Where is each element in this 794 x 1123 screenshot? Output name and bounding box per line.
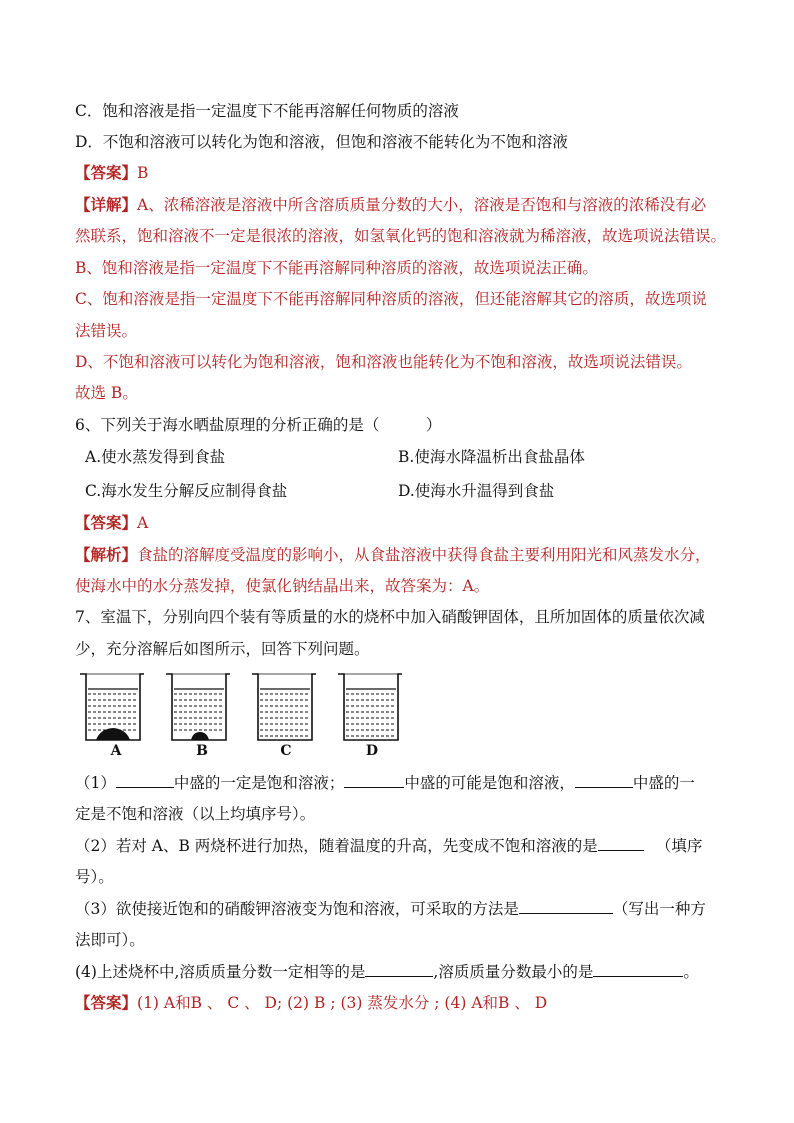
q6-option-c: C.海水发生分解反应制得食盐 [85, 482, 288, 500]
answer-blank[interactable] [598, 836, 644, 851]
q7-part-3-line-1 [75, 899, 735, 919]
answer-value: B [137, 164, 149, 182]
part-text: 中盛的一 [632, 774, 695, 792]
analysis-text: 食盐的溶解度受温度的影响小，从食盐溶液中获得食盐主要利用阳光和风蒸发水分， [137, 546, 711, 564]
q6-stem: 6、下列关于海水晒盐原理的分析正确的是（ ） [75, 416, 442, 434]
q7-part-2-line-2: 号）。 [75, 868, 114, 886]
beaker-a-figure [78, 672, 146, 742]
part-text: （写出一种方 [612, 900, 706, 918]
q5-option-d: D．不饱和溶液可以转化为饱和溶液，但饱和溶液不能转化为不饱和溶液 [75, 133, 568, 151]
part-text: （2）若对 A、B 两烧杯进行加热，随着温度的升高，先变成不饱和溶液的是 [75, 837, 598, 855]
q7-part-3-line-2: 法即可）。 [75, 931, 145, 949]
detail-text: A、浓稀溶液是溶液中所含溶质质量分数的大小，溶液是否饱和与溶液的浓稀没有必 [137, 196, 707, 214]
q5-detail-line-7: 故选 B。 [75, 384, 138, 402]
q5-detail-line-1 [75, 195, 735, 215]
q5-option-c: C．饱和溶液是指一定温度下不能再溶解任何物质的溶液 [75, 102, 459, 120]
answer-blank[interactable] [593, 962, 683, 977]
answer-tag: 【答案】 [75, 513, 138, 532]
answer-tag: 【答案】 [75, 163, 138, 182]
q7-part-1-line-2: 定是不饱和溶液（以上均填序号）。 [75, 805, 316, 823]
q5-detail-line-2: 然联系，饱和溶液不一定是很浓的溶液，如氢氧化钙的饱和溶液就为稀溶液，故选项说法错误。 [75, 227, 727, 245]
q7-part-1-line-1 [75, 773, 735, 793]
beaker-label-d: D [365, 743, 379, 759]
q5-answer [75, 163, 735, 183]
analysis-tag: 【解析】 [75, 545, 138, 564]
answer-value: A [137, 514, 149, 532]
q6-option-b: B.使海水降温析出食盐晶体 [398, 448, 585, 466]
answer-blank[interactable] [575, 773, 633, 788]
part-text: (4)上述烧杯中,溶质质量分数一定相等的是 [75, 963, 366, 981]
part-text: 中盛的一定是饱和溶液； [173, 774, 345, 792]
q6-answer [75, 513, 735, 533]
part-text: （3）欲使接近饱和的硝酸钾溶液变为饱和溶液，可采取的方法是 [75, 900, 519, 918]
answer-blank[interactable] [519, 899, 613, 914]
q6-analysis-line-2: 使海水中的水分蒸发掉，使氯化钠结晶出来，故答案为：A。 [75, 577, 490, 595]
part-text: 。 [683, 963, 699, 981]
q5-detail-line-6: D、不饱和溶液可以转化为饱和溶液，饱和溶液也能转化为不饱和溶液，故选项说法错误。 [75, 353, 692, 371]
q7-answer [75, 993, 735, 1013]
detail-tag: 【详解】 [75, 195, 138, 214]
q7-part-2-line-1 [75, 836, 735, 856]
beaker-b-figure [164, 672, 232, 742]
answer-blank[interactable] [344, 773, 404, 788]
q7-stem-line-2: 少，充分溶解后如图所示，回答下列问题。 [75, 640, 370, 658]
q6-analysis-line-1 [75, 545, 735, 565]
beaker-d-figure [336, 672, 404, 742]
q7-part-4 [75, 962, 735, 982]
q6-option-d: D.使海水升温得到食盐 [398, 482, 555, 500]
part-number: （1） [75, 774, 116, 792]
q5-detail-line-4: C、饱和溶液是指一定温度下不能再溶解同种溶质的溶液，但还能溶解其它的溶质，故选项说 [75, 290, 707, 308]
beaker-c-figure [250, 672, 318, 742]
q7-stem-line-1: 7、室温下，分别向四个装有等质量的水的烧杯中加入硝酸钾固体，且所加固体的质量依次减 [75, 608, 705, 626]
beaker-label-a: A [110, 743, 122, 759]
answer-blank[interactable] [365, 962, 433, 977]
q5-detail-line-5: 法错误。 [75, 322, 138, 340]
q5-detail-line-3: B、饱和溶液是指一定温度下不能再溶解同种溶质的溶液，故选项说法正确。 [75, 259, 598, 277]
answer-blank[interactable] [116, 773, 174, 788]
answer-value: (1) A和B 、 C 、 D; (2) B ; (3) 蒸发水分 ; (4) A和B 、 D [137, 994, 548, 1012]
q6-option-a: A.使水蒸发得到食盐 [85, 448, 226, 466]
part-text: （填序 [655, 837, 703, 855]
answer-tag: 【答案】 [75, 993, 138, 1012]
part-text: 中盛的可能是饱和溶液， [404, 774, 575, 792]
beaker-label-c: C [280, 743, 292, 759]
beaker-label-b: B [196, 743, 208, 759]
part-text: ,溶质质量分数最小的是 [433, 963, 594, 981]
